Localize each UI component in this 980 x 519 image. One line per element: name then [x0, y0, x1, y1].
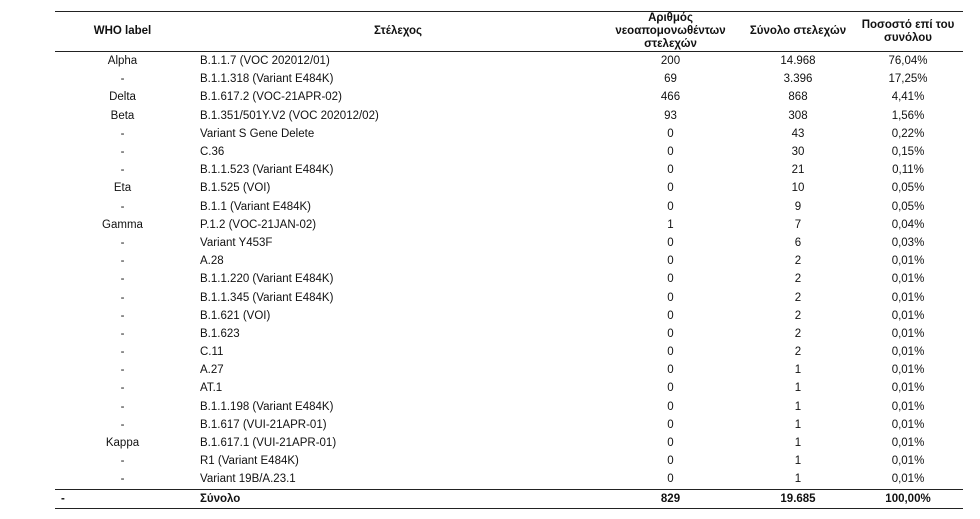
table-row — [55, 70, 963, 88]
cell-new-isolates: 0 — [667, 400, 674, 413]
cell-total-strains: 1 — [794, 473, 802, 486]
cell-strain: B.1.351/501Y.V2 (VOC 202012/02) — [200, 109, 379, 122]
table-row — [55, 88, 963, 106]
cell-who-label: - — [120, 473, 125, 486]
table-row — [55, 379, 963, 397]
table-row — [55, 252, 963, 270]
cell-percentage: 0,01% — [891, 327, 925, 340]
cell-new-isolates: 0 — [667, 327, 674, 340]
cell-percentage: 76,04% — [888, 55, 928, 68]
table-body — [55, 52, 963, 490]
cell-total-strains: 2 — [794, 273, 802, 286]
table-row — [55, 143, 963, 161]
table-row — [55, 107, 963, 125]
cell-total-strains: 1 — [794, 400, 802, 413]
table-row — [55, 216, 963, 234]
table-row — [55, 198, 963, 216]
cell-strain: P.1.2 (VOC-21JAN-02) — [200, 218, 317, 231]
cell-who-label: - — [120, 382, 125, 395]
cell-who-label: - — [120, 200, 125, 213]
cell-percentage: 0,01% — [891, 382, 925, 395]
cell-who-label: - — [120, 146, 125, 159]
cell-who-label: - — [120, 400, 125, 413]
cell-who-label: Eta — [113, 182, 132, 195]
cell-strain: B.1.1.318 (Variant E484K) — [200, 73, 334, 86]
cell-total-strains: 30 — [791, 146, 805, 159]
cell-percentage: 0,01% — [891, 455, 925, 468]
cell-who-label: - — [120, 327, 125, 340]
cell-percentage: 1,56% — [891, 109, 925, 122]
cell-total-strains: 1 — [794, 382, 802, 395]
cell-new-isolates: 0 — [667, 418, 674, 431]
cell-total-strains: 3.396 — [783, 73, 813, 86]
table-row — [55, 361, 963, 379]
cell-strain: B.1.621 (VOI) — [200, 309, 271, 322]
cell-new-isolates: 69 — [664, 73, 677, 86]
header-percentage: Ποσοστό επί του συνόλου — [861, 18, 955, 44]
cell-who-label: - — [120, 127, 125, 140]
cell-percentage: 0,03% — [891, 236, 925, 249]
cell-total-strains: 9 — [794, 200, 802, 213]
cell-percentage: 0,01% — [891, 364, 925, 377]
table-row — [55, 343, 963, 361]
totals-label: Σύνολο — [200, 492, 241, 505]
cell-percentage: 0,01% — [891, 418, 925, 431]
cell-total-strains: 2 — [794, 291, 802, 304]
cell-strain: Variant Y453F — [200, 236, 273, 249]
header-row — [55, 12, 963, 52]
cell-strain: B.1.1.345 (Variant E484K) — [200, 291, 334, 304]
cell-percentage: 0,04% — [891, 218, 925, 231]
cell-total-strains: 308 — [788, 109, 808, 122]
cell-new-isolates: 0 — [667, 146, 674, 159]
cell-new-isolates: 93 — [664, 109, 677, 122]
cell-strain: AT.1 — [200, 382, 223, 395]
cell-percentage: 0,01% — [891, 273, 925, 286]
cell-new-isolates: 0 — [667, 346, 674, 359]
table-row — [55, 270, 963, 288]
cell-new-isolates: 0 — [667, 164, 674, 177]
cell-strain: Variant 19B/A.23.1 — [200, 473, 296, 486]
cell-who-label: - — [120, 255, 125, 268]
table-row — [55, 416, 963, 434]
table-row — [55, 398, 963, 416]
cell-total-strains: 1 — [794, 364, 802, 377]
cell-new-isolates: 0 — [667, 437, 674, 450]
cell-new-isolates: 466 — [660, 91, 681, 104]
cell-total-strains: 868 — [788, 91, 808, 104]
cell-who-label: Gamma — [102, 218, 143, 231]
cell-new-isolates: 0 — [667, 455, 674, 468]
table-row — [55, 452, 963, 470]
cell-who-label: Alpha — [107, 55, 138, 68]
cell-strain: A.27 — [200, 364, 224, 377]
totals-total: 19.685 — [780, 492, 816, 505]
cell-new-isolates: 0 — [667, 127, 674, 140]
cell-new-isolates: 0 — [667, 364, 674, 377]
table-row — [55, 52, 963, 71]
cell-total-strains: 2 — [794, 255, 802, 268]
cell-strain: A.28 — [200, 255, 224, 268]
cell-percentage: 0,05% — [891, 200, 925, 213]
cell-strain: B.1.617 (VUI-21APR-01) — [200, 418, 327, 431]
cell-strain: B.1.1.7 (VOC 202012/01) — [200, 55, 330, 68]
cell-strain: R1 (Variant E484K) — [200, 455, 299, 468]
cell-strain: B.1.617.2 (VOC-21APR-02) — [200, 91, 342, 104]
cell-percentage: 0,01% — [891, 473, 925, 486]
cell-percentage: 0,01% — [891, 400, 925, 413]
cell-new-isolates: 0 — [667, 291, 674, 304]
cell-percentage: 0,01% — [891, 291, 925, 304]
table-row — [55, 325, 963, 343]
cell-percentage: 0,05% — [891, 182, 925, 195]
cell-new-isolates: 0 — [667, 473, 674, 486]
cell-percentage: 0,15% — [891, 146, 925, 159]
cell-new-isolates: 1 — [667, 218, 674, 231]
table-row — [55, 125, 963, 143]
cell-who-label: - — [120, 236, 125, 249]
cell-percentage: 0,01% — [891, 437, 925, 450]
cell-total-strains: 2 — [794, 327, 802, 340]
cell-new-isolates: 0 — [667, 200, 674, 213]
cell-strain: Variant S Gene Delete — [200, 127, 315, 140]
cell-who-label: - — [120, 291, 125, 304]
cell-total-strains: 1 — [794, 418, 802, 431]
cell-percentage: 4,41% — [891, 91, 925, 104]
table-row — [55, 434, 963, 452]
cell-strain: B.1.1.220 (Variant E484K) — [200, 273, 334, 286]
totals-who: - — [61, 492, 65, 505]
cell-percentage: 0,01% — [891, 255, 925, 268]
table-row — [55, 161, 963, 179]
table-row — [55, 288, 963, 306]
cell-total-strains: 7 — [794, 218, 802, 231]
cell-who-label: Delta — [109, 91, 136, 104]
cell-percentage: 0,22% — [891, 127, 925, 140]
cell-strain: C.11 — [200, 346, 224, 359]
cell-who-label: - — [120, 346, 125, 359]
cell-who-label: - — [120, 309, 125, 322]
cell-strain: B.1.525 (VOI) — [200, 182, 271, 195]
cell-strain: B.1.623 — [200, 327, 240, 340]
cell-new-isolates: 0 — [667, 309, 674, 322]
totals-row — [55, 489, 963, 508]
table-row — [55, 179, 963, 197]
cell-strain: B.1.1.523 (Variant E484K) — [200, 164, 334, 177]
table-row — [55, 234, 963, 252]
table-row — [55, 470, 963, 489]
cell-new-isolates: 0 — [667, 255, 674, 268]
cell-total-strains: 1 — [794, 455, 802, 468]
header-new-isolates: Αριθμός νεοαπομονωθέντων στελεχών — [615, 12, 726, 50]
cell-who-label: - — [120, 164, 125, 177]
cell-new-isolates: 0 — [667, 382, 674, 395]
cell-percentage: 0,01% — [891, 346, 925, 359]
cell-total-strains: 10 — [791, 182, 805, 195]
totals-new: 829 — [660, 492, 681, 505]
cell-total-strains: 2 — [794, 309, 802, 322]
cell-strain: C.36 — [200, 146, 225, 159]
cell-who-label: - — [120, 418, 125, 431]
cell-total-strains: 14.968 — [780, 55, 816, 68]
cell-percentage: 0,01% — [891, 309, 925, 322]
cell-who-label: Kappa — [105, 437, 140, 450]
cell-percentage: 17,25% — [888, 73, 928, 86]
cell-total-strains: 43 — [791, 127, 805, 140]
cell-strain: B.1.617.1 (VUI-21APR-01) — [200, 437, 337, 450]
cell-total-strains: 2 — [794, 346, 802, 359]
header-strain: Στέλεχος — [373, 25, 423, 37]
header-who-label: WHO label — [93, 25, 152, 37]
cell-new-isolates: 0 — [667, 236, 674, 249]
cell-strain: B.1.1 (Variant E484K) — [200, 200, 312, 213]
cell-who-label: Beta — [110, 109, 135, 122]
cell-new-isolates: 0 — [667, 273, 674, 286]
cell-new-isolates: 0 — [667, 182, 674, 195]
cell-total-strains: 6 — [794, 236, 802, 249]
header-total-strains: Σύνολο στελεχών — [749, 25, 847, 37]
cell-strain: B.1.1.198 (Variant E484K) — [200, 400, 334, 413]
cell-new-isolates: 200 — [660, 55, 681, 68]
totals-pct: 100,00% — [885, 492, 931, 505]
cell-percentage: 0,11% — [892, 164, 924, 177]
cell-who-label: - — [120, 455, 125, 468]
cell-who-label: - — [120, 364, 125, 377]
cell-who-label: - — [120, 73, 125, 86]
variants-table — [55, 11, 963, 509]
table-row — [55, 307, 963, 325]
cell-total-strains: 1 — [794, 437, 802, 450]
cell-who-label: - — [120, 273, 125, 286]
cell-total-strains: 21 — [791, 164, 805, 177]
